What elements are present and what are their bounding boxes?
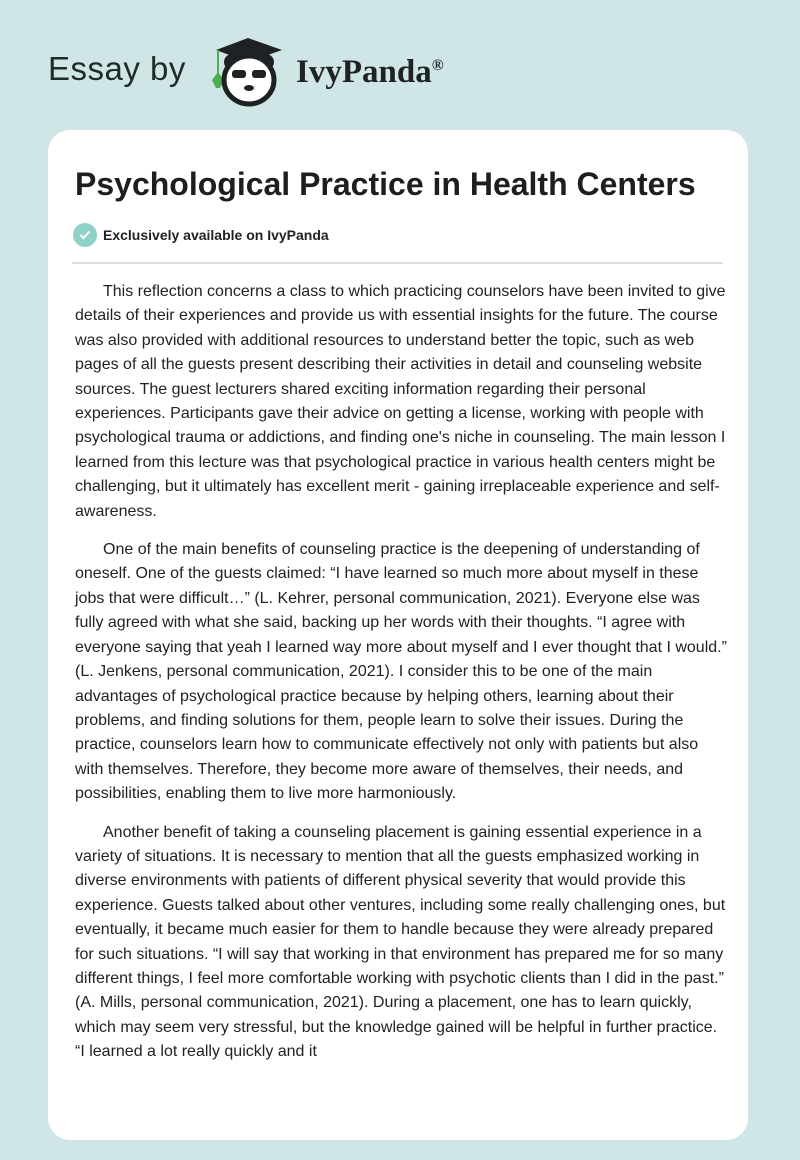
divider bbox=[72, 262, 723, 264]
essay-body bbox=[75, 280, 727, 1079]
page-title: Psychological Practice in Health Centers bbox=[75, 166, 696, 202]
site-header bbox=[0, 20, 800, 120]
paragraph: One of the main benefits of counseling practice is the deepening of understanding of oneself. One of the guests claimed: “I have learned so much more about myself in these jobs that were difficult…” (L. Kehrer, personal communication, 2021). Everyone else was fully agreed with what she said, backing up her words with their thoughts. “I agree with everyone saying that yeah I learned way more about myself and I ever thought that I would.” (L. Jenkens, personal communication, 2021). I consider this to be one of the main advantages of psychological practice because by helping others, learning about their problems, and finding solutions for them, people learn to solve their issues. During the practice, counselors learn how to communicate effectively not only with patients but also with themselves. Therefore, they become more aware of themselves, their needs, and possibilities, enabling them to live more harmoniously. bbox=[75, 541, 727, 803]
badge-text: Exclusively available on IvyPanda bbox=[103, 227, 329, 243]
paragraph: Another benefit of taking a counseling placement is gaining essential experience in a variety of situations. It is necessary to mention that all the guests emphasized working in diverse environments with patients of different physical severity that would provide this experience. Guests talked about other ventures, including some really challenging ones, but eventually, it became much easier for them to handle because they were already prepared for such situations. “I will say that working in that environment has prepared me for so many different things, I feel more comfortable working with psychotic clients than I did in the past.” (A. Mills, personal communication, 2021). During a placement, one has to learn quickly, which may seem very stressful, but the knowledge gained will be helpful in further practice. “I learned a lot really quickly and it bbox=[75, 823, 726, 1061]
check-circle-icon bbox=[73, 223, 97, 247]
ivypanda-logo-icon[interactable] bbox=[202, 36, 290, 108]
essay-card bbox=[48, 130, 748, 1140]
exclusive-badge bbox=[73, 223, 329, 247]
brand-name[interactable]: IvyPanda® bbox=[296, 54, 444, 90]
essay-by-label: Essay by bbox=[48, 50, 186, 87]
paragraph: This reflection concerns a class to which practicing counselors have been invited to give details of their experiences and provide us with essential insights for the future. The course was also provided with additional resources to understand better the topic, such as web pages of all the guests present describing their activities in detail and counseling website sources. The guest lecturers shared exciting information regarding their personal experiences. Participants gave their advice on getting a license, working with people with psychological trauma or addictions, and finding one's niche in counseling. The main lesson I learned from this lecture was that psychological practice in various health centers might be challenging, but it ultimately has excellent merit - gaining irreplaceable experience and self-awareness. bbox=[75, 283, 726, 520]
